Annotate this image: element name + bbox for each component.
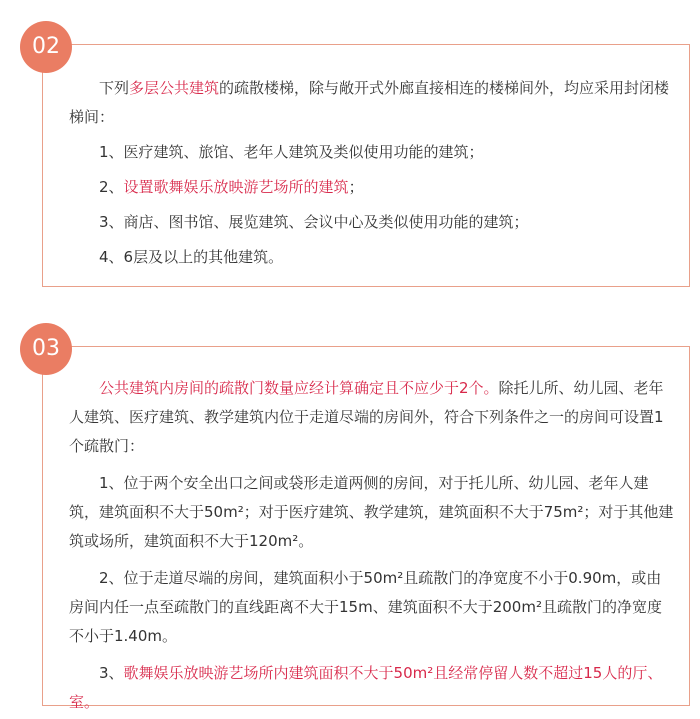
highlight-text: 设置歌舞娱乐放映游艺场所的建筑: [123, 178, 349, 196]
highlight-text: 公共建筑内房间的疏散门数量应经计算确定且不应少于2个。: [99, 379, 499, 397]
section-02-intro: 下列多层公共建筑的疏散楼梯，除与敞开式外廊直接相连的楼梯间外，均应采用封闭楼梯间：: [69, 79, 670, 126]
section-02-content: [69, 74, 675, 272]
list-item: 3、歌舞娱乐放映游艺场所内建筑面积不大于50m²且经常停留人数不超过15人的厅、室。: [69, 664, 663, 711]
section-03-content: [69, 374, 675, 717]
list-item: 3、商店、图书馆、展览建筑、会议中心及类似使用功能的建筑；: [99, 213, 529, 231]
list-item: 2、位于走道尽端的房间，建筑面积小于50m²且疏散门的净宽度不小于0.90m，或由房间内任一点至疏散门的直线距离不大于15m、建筑面积不大于200m²且疏散门的净宽度不小于1.40m。: [69, 569, 662, 645]
section-03-card: [42, 346, 690, 711]
list-item: 1、位于两个安全出口之间或袋形走道两侧的房间，对于托儿所、幼儿园、老年人建筑，建筑面积不大于50m²；对于医疗建筑、教学建筑，建筑面积不大于75m²；对于其他建筑或场所，建筑面积不大于120m²。: [69, 474, 674, 550]
section-02-card: [42, 44, 690, 287]
list-item: 1、医疗建筑、旅馆、老年人建筑及类似使用功能的建筑；: [99, 143, 484, 161]
section-number-badge: 03: [20, 323, 72, 375]
list-item: 4、6层及以上的其他建筑。: [99, 248, 284, 266]
highlight-text: 多层公共建筑: [129, 79, 220, 97]
section-03-intro: 公共建筑内房间的疏散门数量应经计算确定且不应少于2个。除托儿所、幼儿园、老年人建筑、医疗建筑、教学建筑内位于走道尽端的房间外，符合下列条件之一的房间可设置1个疏散门：: [69, 379, 664, 455]
list-item: 2、设置歌舞娱乐放映游艺场所的建筑；: [99, 178, 364, 196]
section-number-badge: 02: [20, 21, 72, 73]
highlight-text: 歌舞娱乐放映游艺场所内建筑面积不大于50m²且经常停留人数不超过15人的厅、室。: [69, 664, 663, 711]
